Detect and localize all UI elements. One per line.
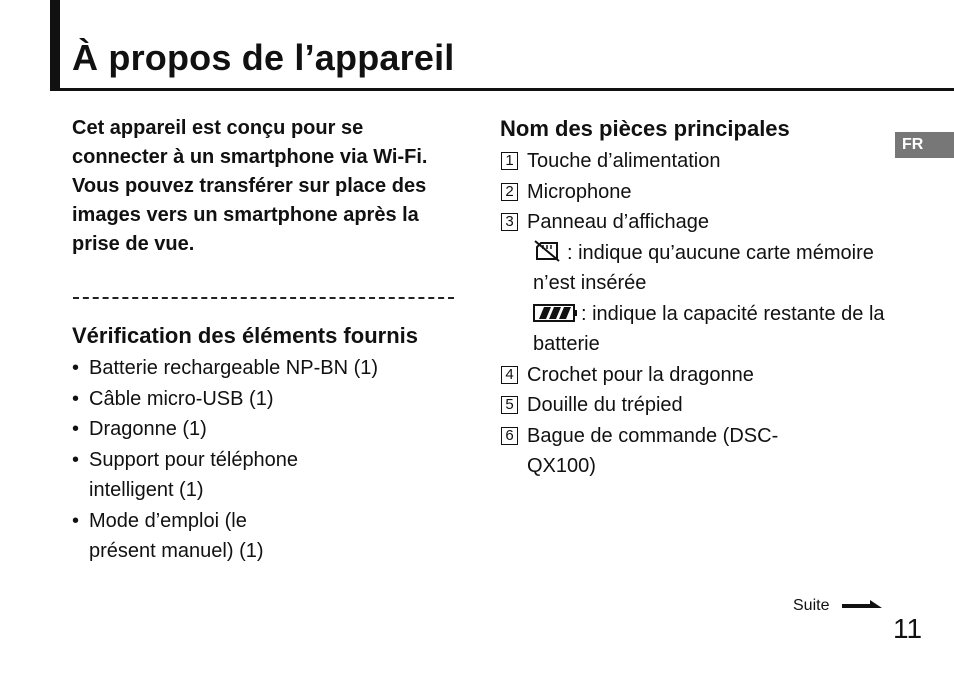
parts-heading: Nom des pièces principales: [500, 116, 790, 141]
parts-section: [500, 113, 890, 482]
supplied-items-heading: Vérification des éléments fournis: [72, 323, 418, 348]
part-label: Douille du trépied: [527, 394, 683, 416]
part-number: 3: [501, 213, 518, 231]
battery-icon: [533, 302, 577, 324]
part-label: Bague de commande (DSC-QX100): [527, 424, 779, 477]
dashed-divider: [73, 297, 454, 299]
page-number: 11: [893, 613, 923, 644]
continue-arrow-icon: [842, 598, 882, 614]
list-item: • Mode d’emploi (le présent manuel) (1): [72, 506, 289, 567]
language-tab: FR: [895, 132, 954, 158]
part-item: [500, 390, 890, 421]
part-label: Touche d’alimentation: [527, 150, 721, 172]
no-memory-card-icon: [533, 240, 563, 262]
part-number: 1: [501, 152, 518, 170]
part-item: [500, 360, 890, 391]
no-card-text: : indique qu’aucune carte mémoire n’est insérée: [533, 241, 874, 294]
continue-label: Suite: [793, 597, 830, 614]
list-item: • Câble micro-USB (1): [72, 384, 452, 415]
title-rule: [50, 88, 954, 91]
part-label: Microphone: [527, 180, 632, 203]
part-item: [500, 421, 787, 482]
intro-paragraph: Cet appareil est conçu pour se connecter à un smartphone via Wi-Fi. Vous pouvez transférer sur place des images vers un smartphone après la prise de vue.: [72, 117, 428, 255]
list-item: • Dragonne (1): [72, 414, 452, 445]
part-item: [500, 207, 890, 360]
part-number: 6: [501, 427, 518, 445]
supplied-items-list: [72, 353, 452, 567]
page-title: À propos de l’appareil: [72, 37, 455, 78]
part-label: Crochet pour la dragonne: [527, 363, 754, 386]
part-number: 4: [501, 366, 518, 384]
part-number: 2: [501, 183, 518, 201]
supplied-items-section: [72, 320, 452, 567]
title-accent-bar: [50, 0, 60, 90]
no-card-description: [527, 238, 890, 299]
battery-text: : indique la capacité restante de la batterie: [533, 302, 885, 355]
list-item: • Support pour téléphone intelligent (1): [72, 445, 349, 506]
list-item: • Batterie rechargeable NP-BN (1): [72, 353, 452, 384]
part-item: [500, 146, 890, 177]
parts-list: [500, 146, 890, 482]
part-item: [500, 177, 890, 208]
part-label: Panneau d’affichage: [527, 211, 710, 233]
part-number: 5: [501, 396, 518, 414]
battery-description: [527, 299, 890, 360]
